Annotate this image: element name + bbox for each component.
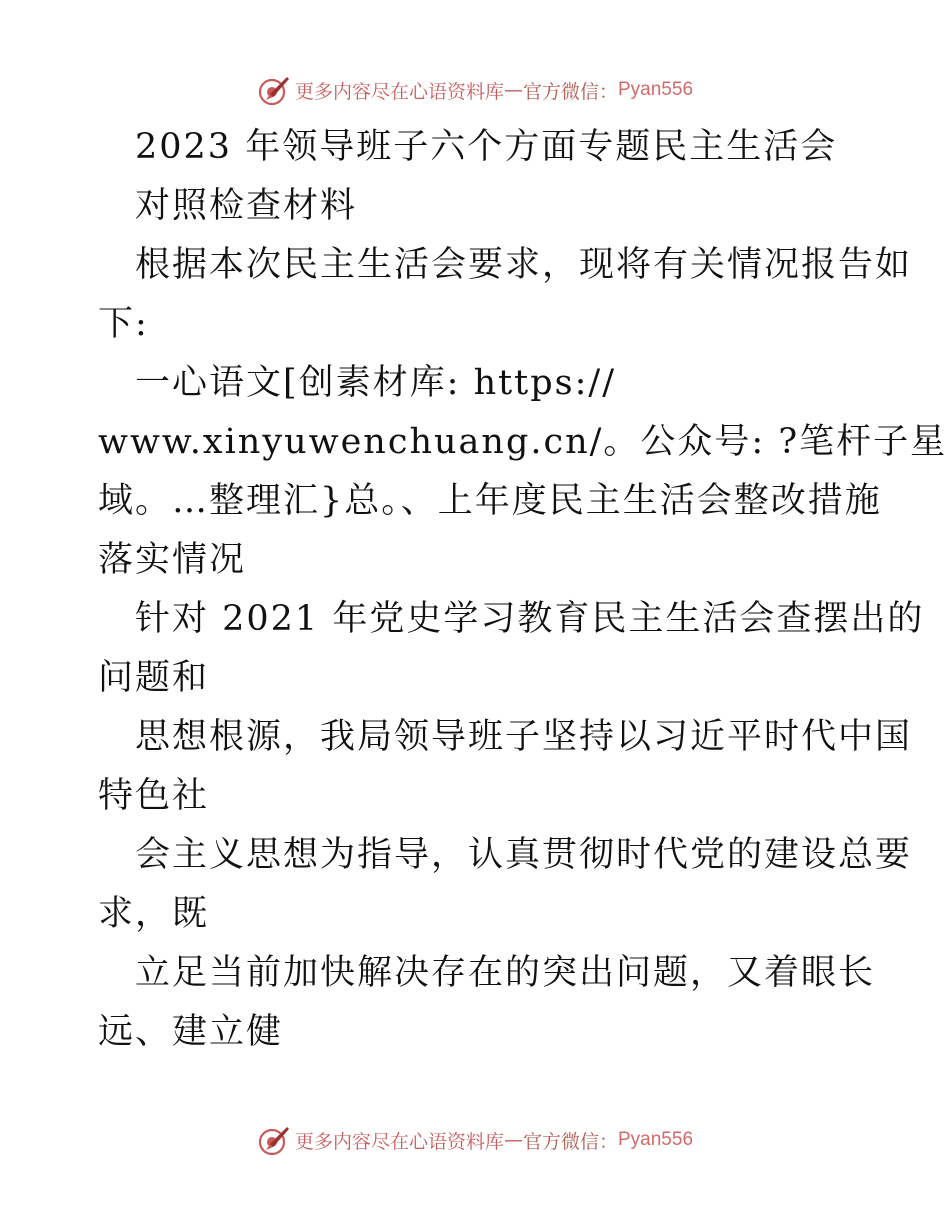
document-line: 特色社 — [98, 776, 210, 816]
watermark-wechat-id: Pyan556 — [618, 79, 694, 100]
document-line: 问题和 — [98, 658, 210, 698]
header-watermark — [0, 70, 950, 110]
document-line: 落实情况 — [98, 540, 247, 580]
watermark-official-label: 官方微信： — [522, 1130, 618, 1153]
document-line: 下: — [98, 304, 149, 344]
quill-pen-logo-icon — [257, 1123, 291, 1157]
quill-pen-logo-icon — [257, 73, 291, 107]
document-line: 针对 2021 年党史学习教育民主生活会查摆出的 — [135, 599, 925, 639]
document-line: 根据本次民主生活会要求，现将有关情况报告如 — [135, 245, 913, 285]
watermark-official-label: 官方微信： — [522, 80, 618, 103]
document-line: 求，既 — [98, 894, 210, 934]
document-line: 域。…整理汇}总。、上年度民主生活会整改措施 — [98, 481, 882, 521]
document-body — [98, 118, 948, 1062]
watermark-main-text: 更多内容尽在心语资料库 — [294, 80, 504, 103]
document-line: 对照检查材料 — [135, 186, 358, 226]
document-line: 立足当前加快解决存在的突出问题，又着眼长 — [135, 953, 876, 993]
watermark-wechat-id: Pyan556 — [618, 1129, 694, 1150]
document-line: www.xinyuwenchuang.cn/。公众号: ?笔杆子星 — [98, 422, 948, 462]
footer-watermark — [0, 1120, 950, 1160]
document-line: 2023 年领导班子六个方面专题民主生活会 — [135, 127, 838, 167]
document-line: 思想根源，我局领导班子坚持以习近平时代中国 — [135, 717, 913, 757]
watermark-main-text: 更多内容尽在心语资料库 — [294, 1130, 504, 1153]
document-line: 会主义思想为指导，认真贯彻时代党的建设总要 — [135, 835, 913, 875]
watermark-separator: — — [503, 79, 523, 101]
watermark-separator: — — [503, 1129, 523, 1151]
document-line: 一心语文[创素材库: https:// — [135, 363, 616, 403]
document-line: 远、建立健 — [98, 1012, 284, 1052]
